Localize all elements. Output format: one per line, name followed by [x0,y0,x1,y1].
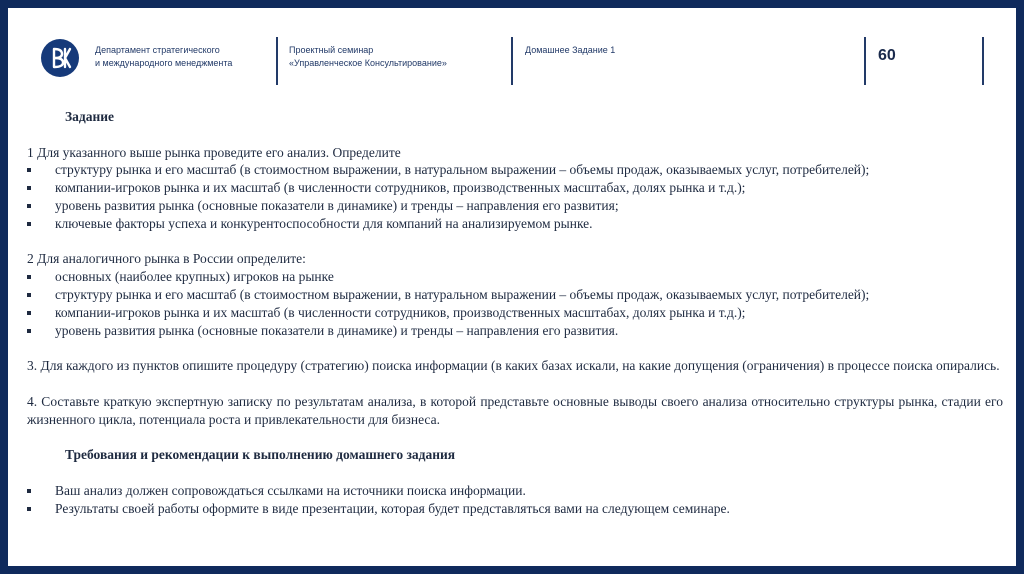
seminar-label: Проектный семинар «Управленческое Консультирование» [289,45,447,68]
section2-intro: 2 Для аналогичного рынка в России определите: [27,251,306,267]
section4-paragraph: 4. Составьте краткую экспертную записку по результатам анализа, в которой представьте основные выводы своего анализа относительно структуры рынка, стадии его жизненного цикла, потенциала роста и привлекательности для бизнеса. [27,393,1003,427]
list-item: компании-игроков рынка и их масштаб (в численности сотрудников, производственных масштабах, долях рынка и т.д.); [27,304,1003,322]
section3-paragraph: 3. Для каждого из пунктов опишите процедуру (стратегию) поиска информации (в каких базах искали, на какие допущения (ограничения) в процессе поиска опирались. [27,358,1000,374]
page-number-box [864,37,984,85]
slide-body [27,108,1003,517]
hse-logo-icon [41,39,79,77]
list-item: уровень развития рынка (основные показатели в динамике) и тренды – направления его развития. [27,322,1003,340]
list-item: Ваш анализ должен сопровождаться ссылками на источники поиска информации. [27,482,1003,500]
list-item: уровень развития рынка (основные показатели в динамике) и тренды – направления его развития; [27,197,1003,215]
list-item: структуру рынка и его масштаб (в стоимостном выражении, в натуральном выражении – объемы продаж, оказываемых услуг, потребителей); [27,286,1003,304]
section1-intro: 1 Для указанного выше рынка проведите его анализ. Определите [27,144,401,160]
requirements-heading: Требования и рекомендации к выполнению домашнего задания [65,447,456,463]
list-item: основных (наиболее крупных) игроков на рынке [27,268,1003,286]
task-heading: Задание [65,109,115,124]
department-label: Департамент стратегического и международного менеджмента [95,45,233,68]
list-item: ключевые факторы успеха и конкурентоспособности для компаний на анализируемом рынке. [27,215,1003,233]
list-item: компании-игроков рынка и их масштаб (в численности сотрудников, производственных масштабах, долях рынка и т.д.); [27,179,1003,197]
header-divider [276,37,278,85]
page-number: 60 [878,47,896,64]
list-item: Результаты своей работы оформите в виде презентации, которая будет представляться вами на следующем семинаре. [27,500,1003,518]
slide-header [8,8,1016,98]
slide [8,8,1016,566]
header-divider [511,37,513,85]
homework-label: Домашнее Задание 1 [525,45,616,55]
list-item: структуру рынка и его масштаб (в стоимостном выражении, в натуральном выражении – объемы продаж, оказываемых услуг, потребителей); [27,161,1003,179]
